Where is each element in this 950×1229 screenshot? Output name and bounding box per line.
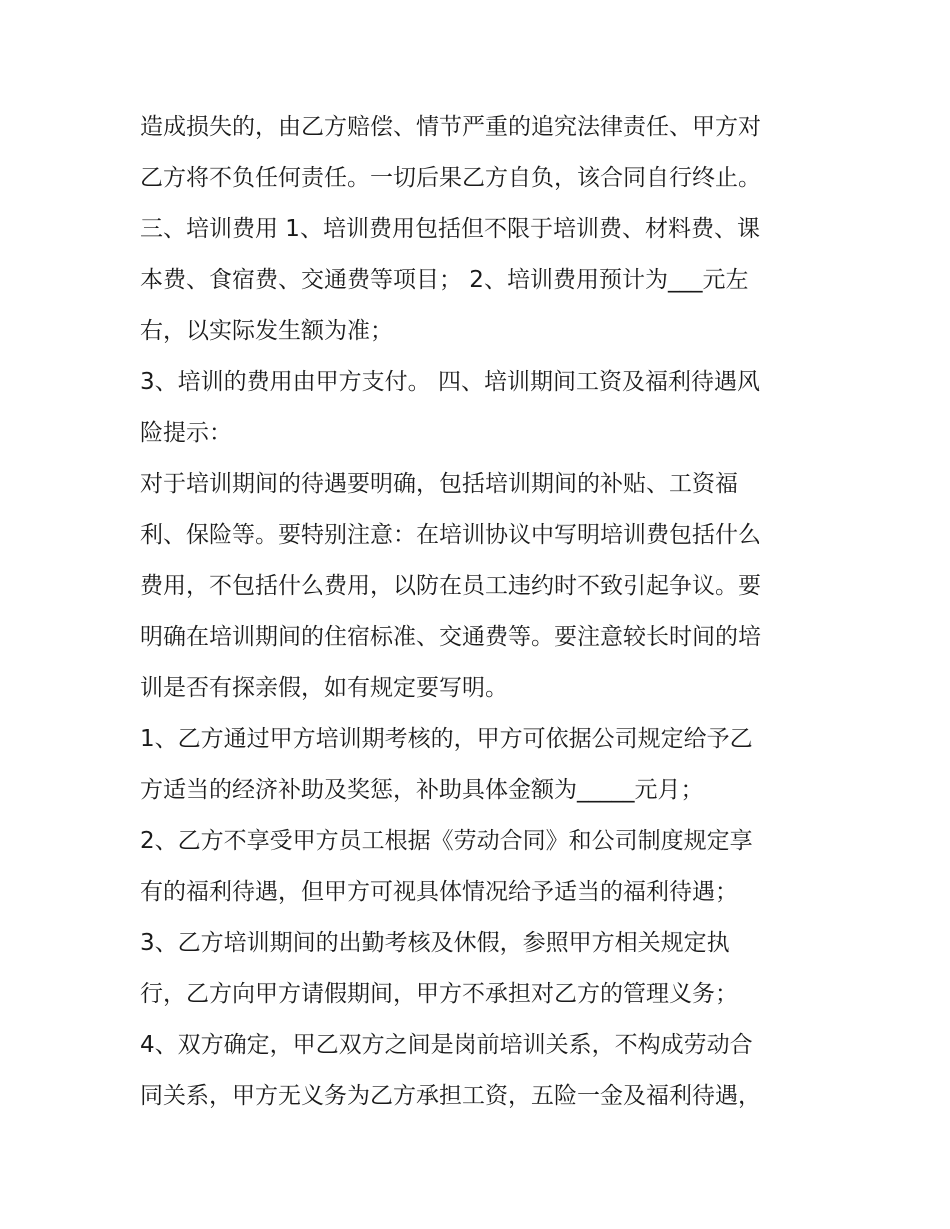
text-line: 3、乙方培训期间的出勤考核及休假，参照甲方相关规定执 bbox=[140, 930, 730, 956]
text-line: 对于培训期间的待遇要明确，包括培训期间的补贴、工资福 bbox=[140, 471, 738, 497]
text-line: 4、双方确定，甲乙双方之间是岗前培训关系，不构成劳动合 bbox=[140, 1032, 753, 1058]
text-line: 有的福利待遇，但甲方可视具体情况给予适当的福利待遇； bbox=[140, 879, 738, 905]
text-line: 三、培训费用 1、培训费用包括但不限于培训费、材料费、课 bbox=[140, 216, 760, 242]
text-line: 3、培训的费用由甲方支付。 四、培训期间工资及福利待遇风 bbox=[140, 369, 760, 395]
text-line: 2、乙方不享受甲方员工根据《劳动合同》和公司制度规定享 bbox=[140, 828, 753, 854]
text-line: 方适当的经济补助及奖惩，补助具体金额为_____元月； bbox=[140, 777, 704, 803]
text-line: 训是否有探亲假，如有规定要写明。 bbox=[140, 675, 508, 701]
text-line: 险提示： bbox=[140, 420, 232, 446]
text-line: 造成损失的，由乙方赔偿、情节严重的追究法律责任、甲方对 bbox=[140, 114, 761, 140]
text-line: 费用，不包括什么费用，以防在员工违约时不致引起争议。要 bbox=[140, 573, 761, 599]
text-line: 右，以实际发生额为准； bbox=[140, 318, 393, 344]
text-line: 行，乙方向甲方请假期间，甲方不承担对乙方的管理义务； bbox=[140, 981, 738, 1007]
text-line: 利、保险等。要特别注意：在培训协议中写明培训费包括什么 bbox=[140, 522, 761, 548]
text-line: 本费、食宿费、交通费等项目； 2、培训费用预计为___元左 bbox=[140, 267, 749, 293]
document-body bbox=[140, 102, 820, 1122]
text-line: 1、乙方通过甲方培训期考核的，甲方可依据公司规定给予乙 bbox=[140, 726, 753, 752]
text-line: 乙方将不负任何责任。一切后果乙方自负，该合同自行终止。 bbox=[140, 165, 761, 191]
text-line: 明确在培训期间的住宿标准、交通费等。要注意较长时间的培 bbox=[140, 624, 761, 650]
text-line: 同关系，甲方无义务为乙方承担工资，五险一金及福利待遇， bbox=[140, 1083, 761, 1109]
